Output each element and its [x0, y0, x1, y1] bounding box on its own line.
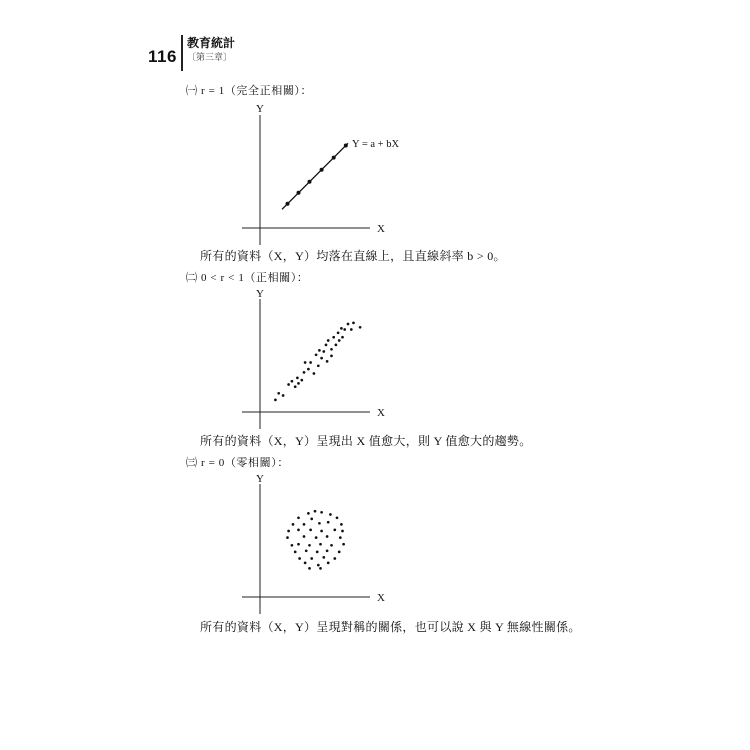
- data-point: [274, 399, 277, 402]
- data-point: [318, 522, 321, 525]
- data-point: [297, 529, 300, 532]
- data-point: [287, 383, 290, 386]
- data-point: [326, 549, 329, 552]
- data-point: [298, 557, 301, 560]
- data-point: [339, 536, 342, 539]
- regression-equation-label: Y = a + bX: [352, 139, 400, 150]
- data-point: [308, 567, 311, 570]
- data-point: [350, 328, 353, 331]
- data-point: [286, 536, 289, 539]
- data-point: [330, 348, 333, 351]
- y-axis-label: Y: [256, 103, 264, 115]
- data-point: [317, 564, 320, 567]
- chart-zero-correlation: [230, 472, 420, 622]
- data-point: [308, 544, 311, 547]
- data-point: [327, 339, 330, 342]
- data-point: [297, 516, 300, 519]
- data-point: [309, 361, 312, 364]
- data-point: [347, 323, 350, 326]
- section-heading-zero: ㈢ r = 0（零相關）：: [186, 457, 289, 469]
- data-point: [340, 327, 343, 330]
- data-point: [332, 156, 336, 160]
- data-point: [315, 536, 318, 539]
- book-title: 教育統計: [187, 36, 236, 50]
- data-point: [329, 513, 332, 516]
- data-point: [304, 361, 307, 364]
- data-point: [326, 535, 329, 538]
- data-point: [322, 350, 325, 353]
- data-point: [303, 523, 306, 526]
- data-point: [291, 544, 294, 547]
- data-point: [336, 516, 339, 519]
- data-point: [326, 360, 329, 363]
- regression-line: [282, 143, 348, 209]
- data-point: [344, 144, 348, 148]
- data-point: [286, 202, 290, 206]
- data-point: [294, 551, 297, 554]
- data-point: [320, 511, 323, 514]
- data-point: [332, 336, 335, 339]
- data-point: [341, 336, 344, 339]
- data-point: [303, 535, 306, 538]
- chart-perfect-positive-correlation: [230, 103, 420, 253]
- y-axis-label: Y: [256, 288, 264, 300]
- data-point: [287, 530, 290, 533]
- data-point: [291, 380, 294, 383]
- y-axis-label: Y: [256, 473, 264, 485]
- data-point: [327, 521, 330, 524]
- data-point: [297, 382, 300, 385]
- data-point: [310, 557, 313, 560]
- data-point: [300, 379, 303, 382]
- data-point: [308, 180, 312, 184]
- x-axis-label: X: [377, 592, 385, 604]
- data-point: [337, 331, 340, 334]
- data-point: [303, 371, 306, 374]
- data-point: [297, 191, 301, 195]
- data-point: [341, 530, 344, 533]
- data-point: [330, 544, 333, 547]
- data-point: [294, 385, 297, 388]
- page-number: 116: [148, 47, 177, 66]
- data-point: [343, 328, 346, 331]
- section-heading-positive: ㈡ 0 < r < 1（正相關）：: [186, 272, 309, 284]
- data-point: [307, 512, 310, 515]
- data-point: [340, 523, 343, 526]
- data-point: [307, 368, 310, 371]
- data-point: [333, 557, 336, 560]
- data-point: [316, 551, 319, 554]
- data-point: [320, 530, 323, 533]
- section-caption-zero: 所有的資料（X，Y）呈現對稱的關係，也可以說 X 與 Y 無線性關係。: [200, 620, 581, 634]
- header-divider: [181, 35, 183, 71]
- data-point: [319, 543, 322, 546]
- data-point: [325, 344, 328, 347]
- data-point: [313, 372, 316, 375]
- x-axis-label: X: [377, 223, 385, 235]
- data-point: [277, 392, 280, 395]
- data-point: [292, 523, 295, 526]
- data-point: [310, 518, 313, 521]
- x-axis-label: X: [377, 407, 385, 419]
- data-point: [352, 322, 355, 325]
- data-point: [318, 349, 321, 352]
- section-heading-perfect-positive: ㈠ r = 1（完全正相關）：: [186, 85, 313, 97]
- data-point: [319, 567, 322, 570]
- data-point: [320, 168, 324, 172]
- data-point: [320, 357, 323, 360]
- data-point: [315, 353, 318, 356]
- data-point: [305, 549, 308, 552]
- data-point: [342, 543, 345, 546]
- section-caption-positive: 所有的資料（X，Y）呈現出 X 值愈大，則 Y 值愈大的趨勢。: [200, 434, 532, 448]
- data-point: [338, 551, 341, 554]
- chart-positive-correlation: [230, 287, 420, 437]
- chapter-label: 〔第三章〕: [187, 52, 233, 62]
- data-point: [327, 562, 330, 565]
- data-point: [282, 394, 285, 397]
- data-point: [304, 562, 307, 565]
- data-point: [335, 344, 338, 347]
- data-point: [317, 364, 320, 367]
- data-point: [296, 377, 299, 380]
- data-point: [297, 543, 300, 546]
- section-caption-perfect-positive: 所有的資料（X，Y）均落在直線上，且直線斜率 b > 0。: [200, 249, 506, 263]
- data-point: [333, 529, 336, 532]
- data-point: [330, 355, 333, 358]
- data-point: [309, 529, 312, 532]
- data-point: [338, 339, 341, 342]
- data-point: [314, 510, 317, 513]
- data-point: [322, 556, 325, 559]
- data-point: [359, 326, 362, 329]
